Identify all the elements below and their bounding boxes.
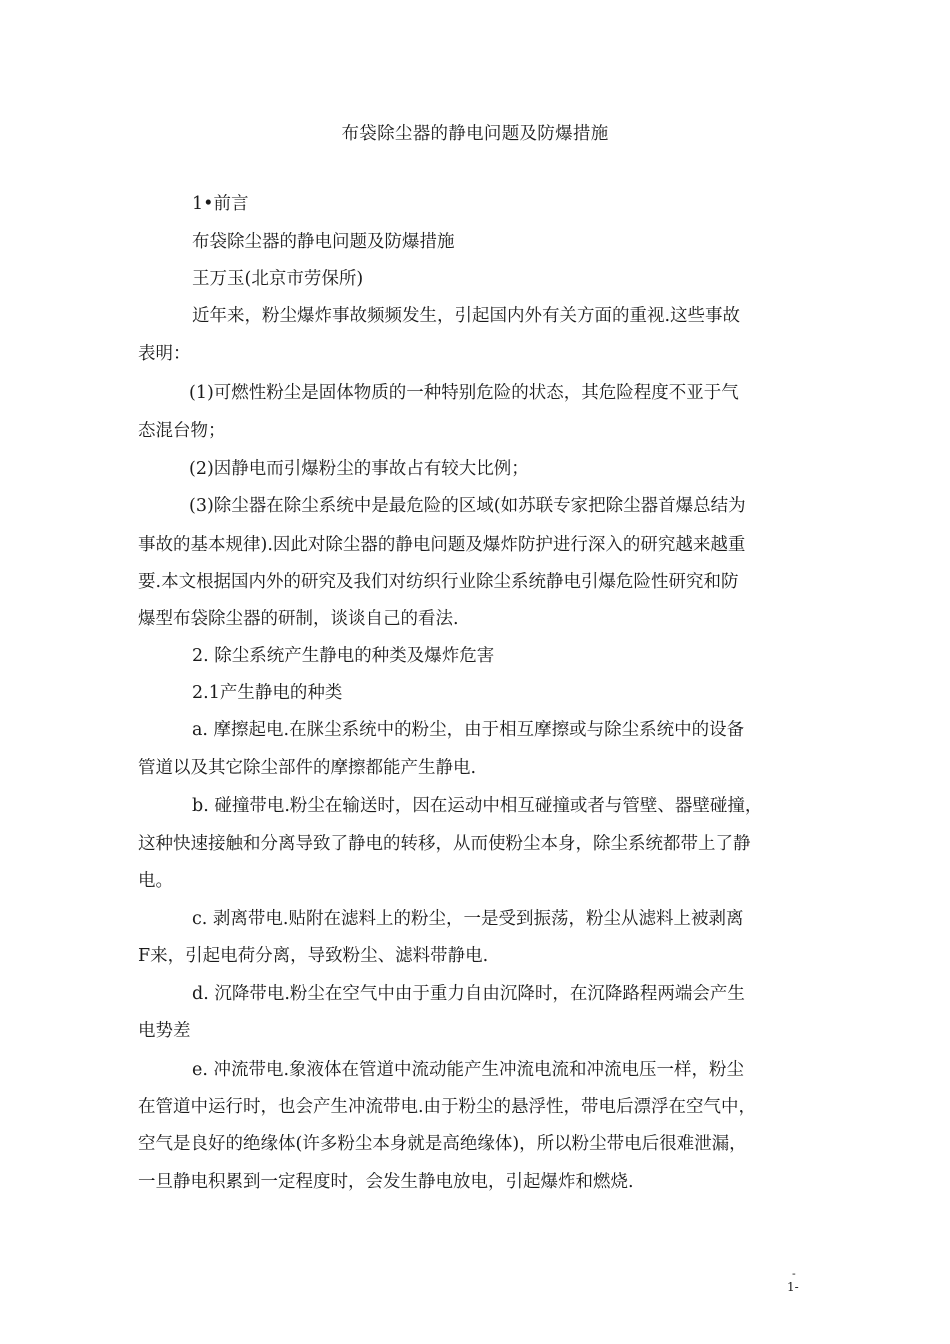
paragraph-line: 电。 — [138, 871, 173, 891]
paragraph-line: 这种快速接触和分离导致了静电的转移，从而使粉尘本身，除尘系统都带上了静 — [138, 834, 751, 854]
section-heading-2-1: 2.1产生静电的种类 — [192, 683, 343, 703]
paragraph-line: 爆型布袋除尘器的研制，谈谈自己的看法. — [138, 609, 459, 629]
paragraph-line: c. 剥离带电.贴附在滤料上的粉尘，一是受到振荡，粉尘从滤料上被剥离 — [192, 909, 744, 929]
paragraph-line: d. 沉降带电.粉尘在空气中由于重力自由沉降时，在沉降路程两端会产生 — [192, 984, 745, 1004]
paragraph-line: 事故的基本规律).因此对除尘器的静电问题及爆炸防护进行深入的研究越来越重 — [138, 535, 746, 555]
paragraph-line: 近年来，粉尘爆炸事故频频发生，引起国内外有关方面的重视.这些事故 — [192, 306, 741, 326]
section-heading-2: 2. 除尘系统产生静电的种类及爆炸危害 — [192, 646, 495, 666]
paragraph-line: e. 冲流带电.象液体在管道中流动能产生冲流电流和冲流电压一样，粉尘 — [192, 1060, 745, 1080]
paragraph-line: 一旦静电积累到一定程度时，会发生静电放电，引起爆炸和燃烧. — [138, 1172, 634, 1192]
paragraph-line: 表明： — [138, 344, 191, 364]
paragraph-line: 空气是良好的绝缘体(许多粉尘本身就是高绝缘体)，所以粉尘带电后很难泄漏， — [138, 1134, 747, 1154]
paragraph-line: 在管道中运行时，也会产生冲流带电.由于粉尘的悬浮性，带电后漂浮在空气中， — [138, 1097, 757, 1117]
paragraph-line: 电势差 — [138, 1021, 191, 1041]
article-title-line: 布袋除尘器的静电问题及防爆措施 — [192, 232, 455, 252]
paragraph-line: (2)因静电而引爆粉尘的事故占有较大比例； — [189, 459, 529, 479]
paragraph-line: a. 摩擦起电.在脒尘系统中的粉尘，由于相互摩擦或与除尘系统中的设备 — [192, 720, 745, 740]
paragraph-line: (3)除尘器在除尘系统中是最危险的区域(如苏联专家把除尘器首爆总结为 — [189, 496, 746, 516]
paragraph-line: (1)可燃性粉尘是固体物质的一种特别危险的状态，其危险程度不亚于气 — [189, 383, 739, 403]
paragraph-line: F来，引起电荷分离，导致粉尘、滤料带静电. — [138, 946, 489, 966]
section-heading-preface: 1•前言 — [192, 194, 249, 214]
author-line: 王万玉(北京市劳保所) — [192, 269, 364, 289]
page-number: 1- — [787, 1280, 799, 1294]
paragraph-line: 要.本文根据国内外的研究及我们对纺织行业除尘系统静电引爆危险性研究和防 — [138, 572, 739, 592]
paragraph-line: 态混台物； — [138, 421, 226, 441]
page-footer-dash: - — [792, 1267, 796, 1280]
document-title: 布袋除尘器的静电问题及防爆措施 — [341, 124, 609, 144]
paragraph-line: b. 碰撞带电.粉尘在输送时，因在运动中相互碰撞或者与管壁、器壁碰撞， — [192, 796, 763, 816]
paragraph-line: 管道以及其它除尘部件的摩擦都能产生静电. — [138, 758, 477, 778]
